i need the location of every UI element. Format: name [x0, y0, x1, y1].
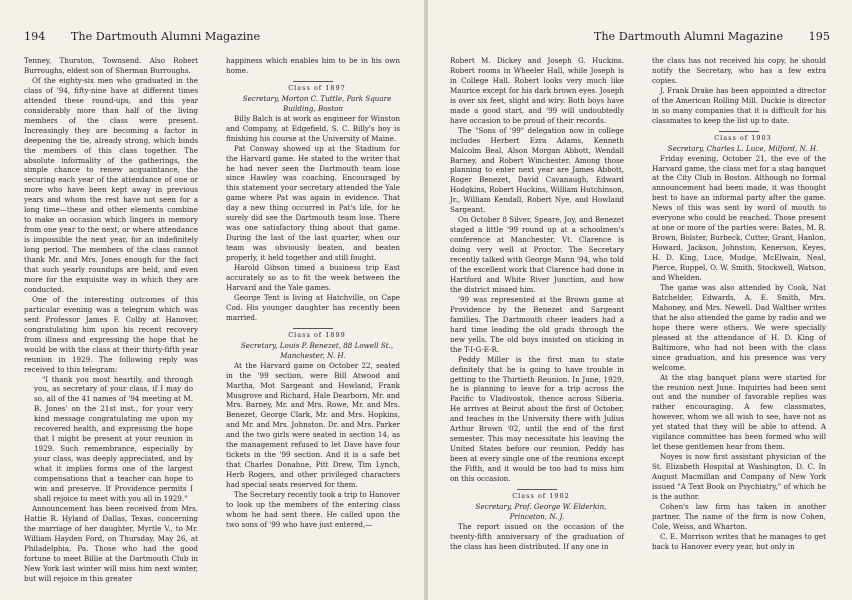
paragraph: Billy Balch is at work as engineer for Winston and Company, at Edgefield, S. C. Billy's boy is finishing his course at the University of Maine.: [226, 113, 400, 143]
paragraph: happiness which enables him to be in his own home.: [226, 56, 400, 75]
paragraph: The "Sons of '99" delegation now in college includes Herbert Ezra Adams, Kenneth Malcolm Beal, Alson Morgan Abbott, Wendall Barney, and Robert Winchester. Among those planning to enter next year are James Abbott, Roger Benezet, David Cavanaugh, Edward Hodgkins, Robert Huckins, William Hutchinson, Jr., William Kendall, Robert Nye, and Howland Sargeant.: [450, 125, 625, 215]
page-number: 194: [24, 30, 46, 43]
paragraph: Peddy Miller is the first man to state definitely that he is going to have trouble in getting to the Thirtieth Reunion. In June, 1929, he is planning to leave for a trip across the Pacific to Vladivostok, thence across Siberia. He arrives at Beirut about the first of October, and teaches in the University there with Julius Arthur Brown '02, until the end of the first semester. This may necessitate his leaving the United States before our reunion. Peddy has been at every single one of the reunions except the Fifth, and it would be too bad to miss him on this occasion.: [450, 354, 624, 484]
paragraph: The Secretary recently took a trip to Hanover to look up the members of the entering class whom he had sent there. He called upon the two sons of '99 who have just entered,—: [226, 490, 400, 529]
paragraph: On October 8 Silver, Speare, Joy, and Benezet staged a little '99 round up at a schoolmen's conference at Manchester, Vt. Clarence is doing very well at Proctor. The Secretary recently talked with George Mann '94, who told of the excellent work that Clarence had done in Hartford and White River Junction, and how the district missed him.: [450, 215, 624, 294]
paragraph: C. E. Morrison writes that he manages to get back to Hanover every year, but only in: [652, 531, 826, 551]
left-page: [0, 0, 424, 600]
right-page: [428, 0, 852, 600]
divider: [293, 328, 333, 329]
secretary-line: Secretary, Charles L. Luce, Milford, N. H.: [667, 143, 819, 153]
class-heading: Class of 1903: [714, 133, 772, 142]
secretary-line: Secretary, Prof. George W. Elderkin, Princeton, N. J.: [475, 501, 607, 521]
left-column-2: [226, 56, 400, 530]
paragraph: the class has not received his copy, he should notify the Secretary, who has a few extra copies.: [652, 56, 826, 85]
paragraph: J. Frank Drake has been appointed a director of the American Rolling Mill. Duckie is director in so many companies that it is difficult for his classmates to keep the list up to date.: [652, 85, 826, 125]
paragraph: Noyes is now first assistant physician of the St. Elizabeth Hospital at Washington, D. C. In August Macmillan and Company of New York issued "A Text Book on Psychiatry," of which he is the author.: [652, 452, 826, 501]
paragraph: Cohen's law firm has taken in another partner. The name of the firm is now Cohen, Cole, Weiss, and Wharton.: [652, 501, 826, 531]
paragraph: Tenney, Thurston, Townsend. Also Robert Burroughs, eldest son of Sherman Burroughs.: [24, 56, 198, 75]
paragraph: Robert M. Dickey and Joseph G. Huckins. Robert rooms in Wheeler Hall, while Joseph is in College Hall. Robert looks very much like Maurice except for his dark brown eyes. Joseph is over six feet, slight and wiry. Both boys have made a good start, and '99 will undoubtedly have occasion to be proud of their records.: [450, 56, 624, 125]
divider: [293, 81, 333, 82]
class-heading: Class of 1899: [288, 330, 346, 339]
paragraph: George Tent is living at Hatchville, on Cape Cod. His younger daughter has recently been married.: [226, 292, 400, 322]
divider: [719, 131, 759, 132]
left-column-1: [24, 56, 198, 584]
paragraph: Of the eighty-six men who graduated in the class of '94, fifty-nine have at different times attended these round-ups, and this year considerably more than half of the living members of the class were present. Increasingly they are becoming a factor in deepening the tie, already strong, which binds the members of this class together. The absolute informality of the gatherings, the simple chance to renew acquaintance, the securing each year of the attendance of one or more who have been kept away in previous years and whom the rest have not seen for a long time—these and other elements combine to make an occasion which lingers in memory from one year to the next, or where attendance is impossible the next year, for an indefinitely long period. The members of the class cannot thank Mr. and Mrs. Jones enough for the fact that such yearly roundups are held, and even more for the exquisite way in which they are conducted.: [24, 75, 198, 294]
running-head: The Dartmouth Alumni Magazine: [70, 30, 261, 43]
paragraph: Announcement has been received from Mrs. Hattie R. Hyland of Dallas, Texas, concerning the marriage of her daughter, Myrtle V., to Mr. William Hayden Ford, on Thursday, May 26, at Philadelphia, Pa. Those who had the good fortune to meet Billie at the Dartmouth Club in New York last winter will miss him next winter, but will rejoice in this greater: [24, 503, 198, 583]
class-heading: Class of 1897: [288, 83, 346, 92]
right-column-2: [652, 56, 826, 552]
paragraph: '99 was represented at the Brown game at Providence by the Benezet and Sargeant families. The Dartmouth cheer leaders had a hard time leading the old grads through the new yells. The old boys insisted on sticking in the T-I-G-E-R.: [450, 294, 624, 354]
secretary-line: Secretary, Louis P. Benezet, 88 Lowell St., Manchester, N. H.: [240, 340, 394, 360]
page-number: 195: [808, 30, 830, 43]
secretary-line: Secretary, Morton C. Tuttle, Park Square Building, Boston: [242, 93, 392, 113]
right-column-1: [450, 56, 624, 552]
class-heading: Class of 1902: [512, 491, 570, 500]
paragraph: Friday evening, October 21, the eve of the Harvard game, the class met for a stag banquet at the City Club in Boston. Although no formal announcement had been made, it was thought best to have an informal party after the game. News of this was sent by word of mouth to everyone who could be reached. Those present at one or more of the parties were: Bates, M. R. Brown, Bolster, Burbeck, Cutter, Grant, Hanlon, Howard, Jackson, Johnston, Kenerson, Keyes, H. D. King, Luce, Mudge, McElwain, Neal, Pierce, Ruppel, O. W. Smith, Stockwell, Watson, and Whelden.: [652, 153, 827, 283]
paragraph: Harold Gibson timed a business trip East accurately so as to fit the week between the Harvard and the Yale games.: [226, 263, 400, 292]
paragraph: At the Harvard game on October 22, seated in the '99 section, were Bill Atwood and Martha, Mot Sargeant and Howland, Frank Musgrove and Richard, Hale Dearborn, Mr. and Mrs. Barney, Mr. and Mrs. Rowe, Mr. and Mrs. Benezet, George Clark, Mr. and Mrs. Hopkins, and Mr. and Mrs. Johnston. Dr. and Mrs. Parker and the two girls were seated in section 14, as the management refused to let Dave have four tickets in the '99 section. And it is a safe bet that Charles Donahue, Pitt Drew, Tim Lynch, Herb Rogers, and other privileged characters had special seats reserved for them.: [226, 360, 400, 490]
paragraph: Pat Conway showed up at the Stadium for the Harvard game. He stated to the writer that he had never seen the Dartmouth team lose since Hawley was coaching. Encouraged by this statement your secretary attended the Yale game where Pat was again in evidence. That day a new thing occurred in Pat's life, for he surely did see the Dartmouth team lose. There was one satisfactory thing about that game. During the last of the last quarter, when our team was obviously beaten, and beaten properly, it held together and still fought.: [226, 143, 400, 263]
right-page-header: [594, 30, 830, 43]
divider: [517, 489, 557, 490]
paragraph: One of the interesting outcomes of this particular evening was a telegram which was sent Professor James F. Colby at Hanover, congratulating him upon his recent recovery from illness and expressing the hope that he would be with the class at their thirty-fifth year reunion in 1929. The following reply was received to this telegram:: [24, 294, 198, 374]
telegram-quote: "I thank you most heartily, and through you, as secretary of your class, if I may do so, all of the 41 names of '94 meeting at M. B. Jones' on the 21st inst., for your very kind message congratulating me upon my recovered health, and expressing the hope that I might be present at your reunion in 1929. Such remembrance, especially by your class, was deeply appreciated, and by what it implies forms one of the largest compensations that a teacher can hope to win and preserve. If Providence permits I shall rejoice to meet with you all in 1929.": [34, 374, 193, 503]
paragraph: The game was also attended by Cook, Nat Batchelder, Edwards, A. E. Smith, Mrs. Mahoney, and Mrs. Newell. Dad Walther writes that he also attended the game by radio and we hope there were others. We were specially pleased at the attendance of H. D. King of Baltimore, who had not been with the class since graduation, and his presence was very welcome.: [652, 282, 826, 372]
paragraph: The report issued on the occasion of the twenty-fifth anniversary of the graduation of the class has been distributed. If any one in: [450, 521, 624, 551]
running-head: The Dartmouth Alumni Magazine: [593, 30, 784, 43]
left-page-header: [24, 30, 260, 43]
paragraph: At the stag banquet plans were started for the reunion next June. Inquiries had been sent out and the number of favorable replies was rather encouraging. A few classmates, however, whom we all wish to see, have not as yet stated that they will be able to attend. A vigilance committee has been formed who will let these gentlemen hear from them.: [652, 372, 826, 452]
